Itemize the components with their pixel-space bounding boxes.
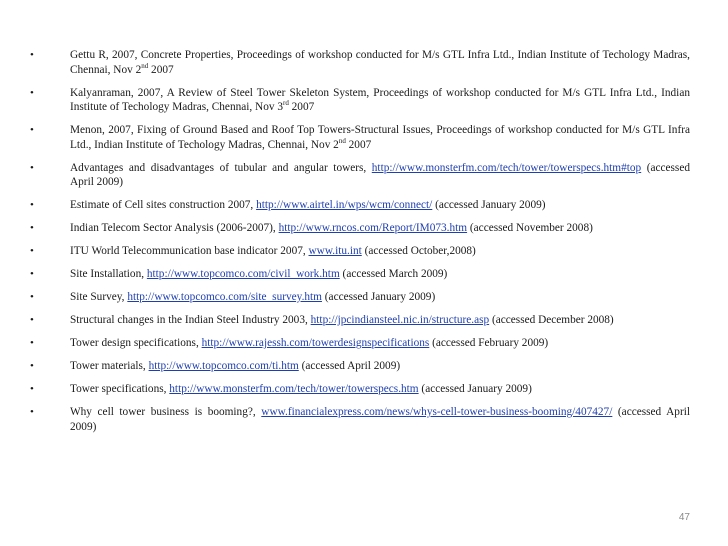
bullet-icon: • <box>30 199 34 211</box>
reference-text <box>70 49 690 76</box>
reference-text <box>70 337 548 349</box>
reference-item <box>30 221 690 236</box>
reference-item <box>30 161 690 190</box>
ordinal-suffix: nd <box>141 61 149 70</box>
reference-link[interactable]: http://www.rncos.com/Report/IM073.htm <box>278 222 468 234</box>
reference-list <box>30 48 690 443</box>
reference-link[interactable]: http://www.airtel.in/wps/wcm/connect/ <box>256 199 433 211</box>
reference-item <box>30 86 690 115</box>
reference-segment: (accessed November 2008) <box>467 222 593 234</box>
reference-item <box>30 48 690 77</box>
reference-segment: Why cell tower business is booming?, <box>70 406 262 418</box>
ordinal-suffix: nd <box>338 136 346 145</box>
ordinal-suffix: rd <box>282 99 289 108</box>
reference-segment: (accessed December 2008) <box>489 314 614 326</box>
reference-link[interactable]: http://www.monsterfm.com/tech/tower/towerspecs.htm#top <box>371 161 642 174</box>
reference-link[interactable]: http://www.monsterfm.com/tech/tower/towerspecs.htm <box>169 383 419 395</box>
reference-segment: (accessed April 2009) <box>298 360 401 372</box>
reference-segment: ITU World Telecommunication base indicator 2007, <box>70 245 309 257</box>
bullet-icon: • <box>30 49 34 61</box>
reference-segment: Tower design specifications, <box>70 337 202 349</box>
reference-segment: Indian Telecom Sector Analysis (2006-2007), <box>70 222 279 234</box>
reference-segment: 2007 <box>345 138 372 151</box>
reference-segment: (accessed January 2009) <box>432 199 546 211</box>
reference-text <box>70 222 593 234</box>
reference-segment: Advantages and disadvantages of tubular and angular towers, <box>70 161 372 174</box>
reference-segment: Estimate of Cell sites construction 2007, <box>70 199 257 211</box>
reference-text <box>70 314 614 326</box>
reference-text <box>70 360 400 372</box>
reference-text <box>70 291 435 303</box>
reference-item <box>30 267 690 282</box>
reference-link[interactable]: http://jpcindiansteel.nic.in/structure.asp <box>310 314 490 326</box>
reference-segment: 2007 <box>148 63 174 76</box>
reference-segment: Tower materials, <box>70 360 149 372</box>
reference-text <box>70 268 447 280</box>
reference-segment: (accessed January 2009) <box>418 383 532 395</box>
reference-segment: Gettu R, 2007, Concrete Properties, Proceedings of workshop conducted for M/s GTL Infra Ltd., Indian Institute of Techology Madras, Chennai, Nov 2 <box>70 49 690 76</box>
bullet-icon: • <box>30 383 34 395</box>
reference-text <box>70 162 690 189</box>
reference-segment: (accessed October,2008) <box>361 245 476 257</box>
bullet-icon: • <box>30 314 34 326</box>
reference-link[interactable]: http://www.topcomco.com/civil_work.htm <box>146 268 340 280</box>
bullet-icon: • <box>30 406 34 418</box>
reference-link[interactable]: http://www.topcomco.com/site_survey.htm <box>127 291 322 303</box>
reference-link[interactable]: http://www.rajessh.com/towerdesignspecifications <box>201 337 430 349</box>
bullet-icon: • <box>30 245 34 257</box>
reference-link[interactable]: http://www.topcomco.com/ti.htm <box>148 360 299 372</box>
bullet-icon: • <box>30 124 34 136</box>
reference-link[interactable]: www.financialexpress.com/news/whys-cell-tower-business-booming/407427/ <box>261 406 613 418</box>
reference-item <box>30 382 690 397</box>
reference-segment: Structural changes in the Indian Steel Industry 2003, <box>70 314 311 326</box>
reference-item <box>30 290 690 305</box>
bullet-icon: • <box>30 161 34 174</box>
bullet-icon: • <box>30 360 34 372</box>
reference-segment: 2007 <box>288 101 315 113</box>
reference-item <box>30 313 690 328</box>
reference-text <box>70 124 690 151</box>
reference-link[interactable]: www.itu.int <box>308 245 362 257</box>
page-number: 47 <box>678 512 690 523</box>
reference-segment: (accessed March 2009) <box>339 268 448 280</box>
reference-segment: Tower specifications, <box>70 383 170 395</box>
reference-item <box>30 336 690 351</box>
reference-item <box>30 359 690 374</box>
reference-segment: Site Survey, <box>70 291 128 303</box>
bullet-icon: • <box>30 222 34 234</box>
reference-text <box>70 406 690 433</box>
bullet-icon: • <box>30 337 34 349</box>
reference-segment: (accessed April 2009) <box>70 161 690 188</box>
reference-segment: (accessed April 2009) <box>70 406 690 433</box>
bullet-icon: • <box>30 86 34 99</box>
reference-segment: (accessed February 2009) <box>429 337 549 349</box>
reference-text <box>70 383 532 395</box>
reference-item <box>30 198 690 213</box>
reference-item <box>30 244 690 259</box>
reference-segment: Kalyanraman, 2007, A Review of Steel Tower Skeleton System, Proceedings of workshop conducted for M/s GTL Infra Ltd., Indian Institute of Techology Madras, Chennai, Nov 3 <box>70 86 690 113</box>
bullet-icon: • <box>30 291 34 303</box>
reference-item <box>30 405 690 434</box>
reference-item <box>30 123 690 152</box>
reference-segment: Site Installation, <box>70 268 147 280</box>
bullet-icon: • <box>30 268 34 280</box>
reference-text <box>70 199 546 211</box>
reference-text <box>70 87 690 114</box>
reference-text <box>70 245 476 257</box>
reference-segment: (accessed January 2009) <box>321 291 436 303</box>
reference-segment: Menon, 2007, Fixing of Ground Based and Roof Top Towers-Structural Issues, Proceedings of workshop conducted for M/s GTL Infra Ltd., Indian Institute of Techology Madras, Chennai, Nov 2 <box>70 124 690 151</box>
